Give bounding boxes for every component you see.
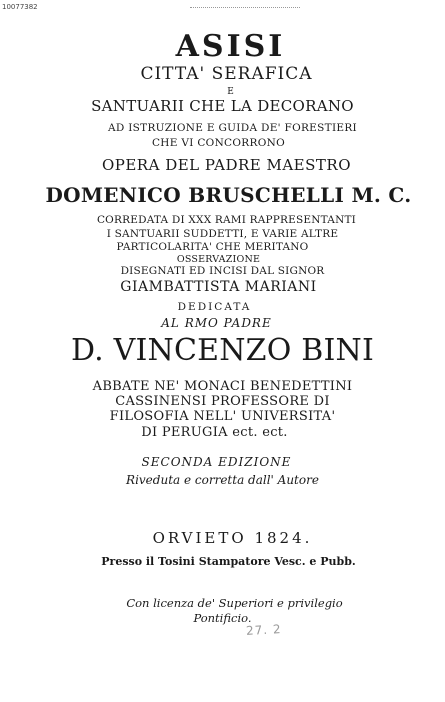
scan-id: 10077382 bbox=[2, 3, 38, 11]
dedication-to: AL RMO PADRE bbox=[161, 316, 272, 330]
illustrations-line-5: DISEGNATI ED INCISI DAL SIGNOR bbox=[120, 265, 325, 277]
edition-label: SECONDA EDIZIONE bbox=[141, 455, 292, 469]
printer: Presso il Tosini Stampatore Vesc. e Pubb. bbox=[101, 555, 356, 568]
illustrations-line-3: PARTICOLARITA' CHE MERITANO bbox=[116, 241, 309, 253]
dedicatee-line-1: ABBATE NE' MONACI BENEDETTINI bbox=[92, 379, 353, 394]
illustrations-line-1: CORREDATA DI XXX RAMI RAPPRESENTANTI bbox=[96, 214, 357, 226]
author-name: DOMENICO BRUSCHELLI M. C. bbox=[45, 183, 412, 207]
license-line-1: Con licenza de' Superiori e privilegio bbox=[126, 596, 343, 610]
top-edge-mark bbox=[190, 0, 300, 8]
dedicatee-line-4: DI PERUGIA ect. ect. bbox=[141, 425, 288, 440]
dedicatee-line-3: FILOSOFIA NELL' UNIVERSITA' bbox=[109, 409, 336, 424]
dedicatee-line-2: CASSINENSI PROFESSORE DI bbox=[115, 394, 330, 409]
engraver-name: GIAMBATTISTA MARIANI bbox=[120, 279, 317, 295]
purpose-line-2: CHE VI CONCORRONO bbox=[151, 137, 286, 149]
title-conj: E bbox=[227, 87, 234, 97]
dedication-label: DEDICATA bbox=[177, 301, 252, 313]
title-sub: CITTA' SERAFICA bbox=[140, 64, 313, 84]
purpose-line-1: AD ISTRUZIONE E GUIDA DE' FORESTIERI bbox=[107, 122, 358, 134]
illustrations-line-2: I SANTUARII SUDDETTI, E VARIE ALTRE bbox=[106, 228, 339, 240]
place-year: ORVIETO 1824. bbox=[152, 529, 313, 547]
title-main: ASISI bbox=[175, 29, 286, 64]
edition-note: Riveduta e corretta dall' Autore bbox=[126, 473, 319, 487]
title-subject: SANTUARII CHE LA DECORANO bbox=[91, 97, 354, 115]
author-intro: OPERA DEL PADRE MAESTRO bbox=[101, 156, 352, 174]
dedicatee-name: D. VINCENZO BINI bbox=[70, 333, 375, 368]
illustrations-line-4: OSSERVAZIONE bbox=[176, 254, 261, 265]
handwritten-shelf-mark: 27. 2 bbox=[245, 622, 282, 638]
license-line-2: Pontificio. bbox=[193, 611, 252, 625]
